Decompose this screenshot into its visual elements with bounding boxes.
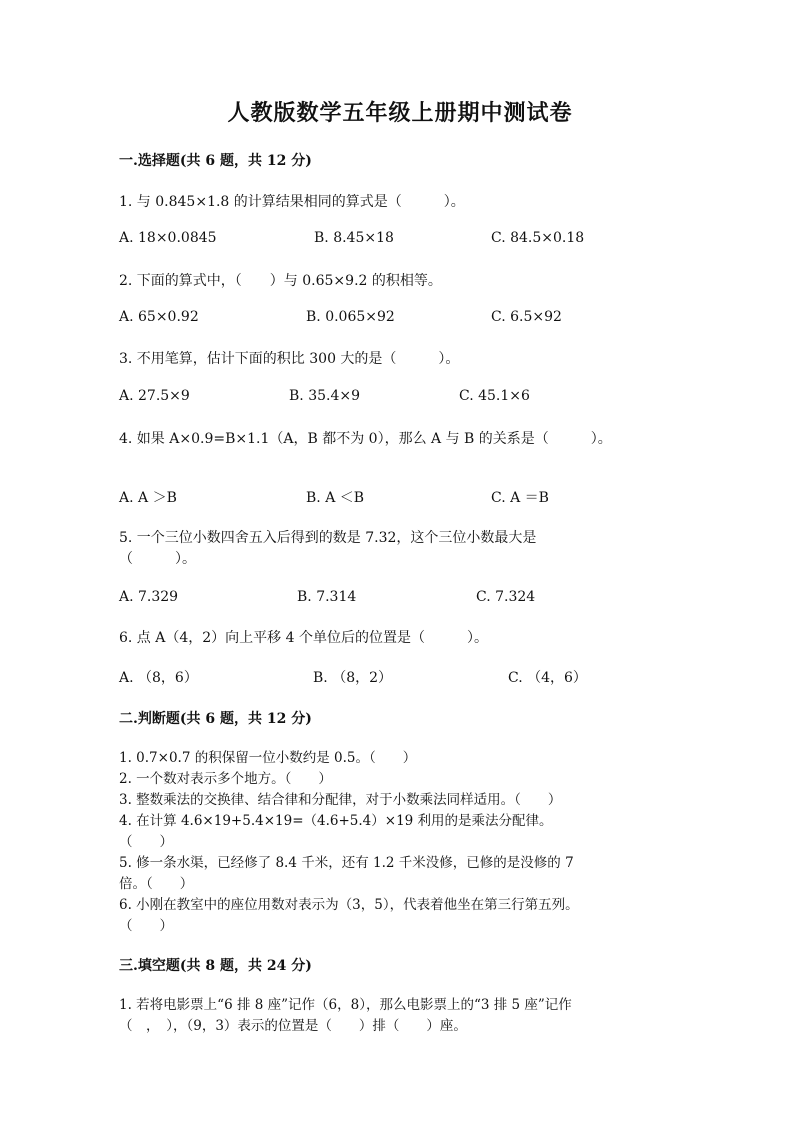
option-c: C. 45.1×6 <box>459 388 530 404</box>
option-b: B. 8.45×18 <box>314 230 394 246</box>
question-stem: 1. 与 0.845×1.8 的计算结果相同的算式是（ ）。 <box>119 194 465 210</box>
option-a: A. A ＞B <box>119 490 177 506</box>
option-b: B. 0.065×92 <box>306 309 395 325</box>
judgement-line: 1. 0.7×0.7 的积保留一位小数约是 0.5。（ ） <box>119 750 417 766</box>
option-a: A. 27.5×9 <box>119 388 190 404</box>
judgement-line: 4. 在计算 4.6×19+5.4×19=（4.6+5.4）×19 利用的是乘法分配律。 <box>119 813 553 829</box>
option-a: A. 65×0.92 <box>119 309 199 325</box>
question-stem: 2. 下面的算式中，（ ）与 0.65×9.2 的积相等。 <box>119 273 442 289</box>
judgement-line: 6. 小刚在教室中的座位用数对表示为（3，5），代表着他坐在第三行第五列。 <box>119 897 579 913</box>
section-heading-fill: 三.填空题(共 8 题，共 24 分) <box>119 958 312 974</box>
question-stem: 4. 如果 A×0.9=B×1.1（A，B 都不为 0），那么 A 与 B 的关系是（ ）。 <box>119 431 612 447</box>
judgement-line: （ ） <box>119 834 173 850</box>
section-heading-choice: 一.选择题(共 6 题，共 12 分) <box>119 153 312 169</box>
option-a: A. 18×0.0845 <box>119 230 217 246</box>
question-stem-cont: （ ）。 <box>119 551 196 567</box>
option-c: C. 7.324 <box>476 589 536 605</box>
option-b: B. 7.314 <box>297 589 357 605</box>
question-stem: 6. 点 A（4，2）向上平移 4 个单位后的位置是（ ）。 <box>119 630 488 646</box>
question-stem: 5. 一个三位小数四舍五入后得到的数是 7.32，这个三位小数最大是 <box>119 530 537 546</box>
page-title: 人教版数学五年级上册期中测试卷 <box>227 100 573 126</box>
judgement-line: 5. 修一条水渠，已经修了 8.4 千米，还有 1.2 千米没修，已修的是没修的 7 <box>119 855 574 871</box>
option-c: C. 6.5×92 <box>491 309 562 325</box>
fill-question: 1. 若将电影票上“6 排 8 座”记作（6，8），那么电影票上的“3 排 5 座”记作 <box>119 997 572 1013</box>
option-b: B. 35.4×9 <box>289 388 360 404</box>
section-heading-judgement: 二.判断题(共 6 题，共 12 分) <box>119 711 312 727</box>
option-b: B. A ＜B <box>306 490 365 506</box>
option-b: B. （8，2） <box>313 670 393 686</box>
option-a: A. 7.329 <box>119 589 179 605</box>
option-c: C. 84.5×0.18 <box>491 230 585 246</box>
judgement-line: 2. 一个数对表示多个地方。（ ） <box>119 771 332 787</box>
fill-question-cont: （ ， ），（9，3）表示的位置是（ ）排（ ）座。 <box>119 1018 467 1034</box>
judgement-line: （ ） <box>119 918 173 934</box>
judgement-line: 倍。（ ） <box>119 876 194 892</box>
option-a: A. （8，6） <box>119 670 198 686</box>
option-c: C. A ＝B <box>491 490 549 506</box>
question-stem: 3. 不用笔算，估计下面的积比 300 大的是（ ）。 <box>119 351 460 367</box>
judgement-line: 3. 整数乘法的交换律、结合律和分配律，对于小数乘法同样适用。（ ） <box>119 792 562 808</box>
option-c: C. （4，6） <box>508 670 587 686</box>
